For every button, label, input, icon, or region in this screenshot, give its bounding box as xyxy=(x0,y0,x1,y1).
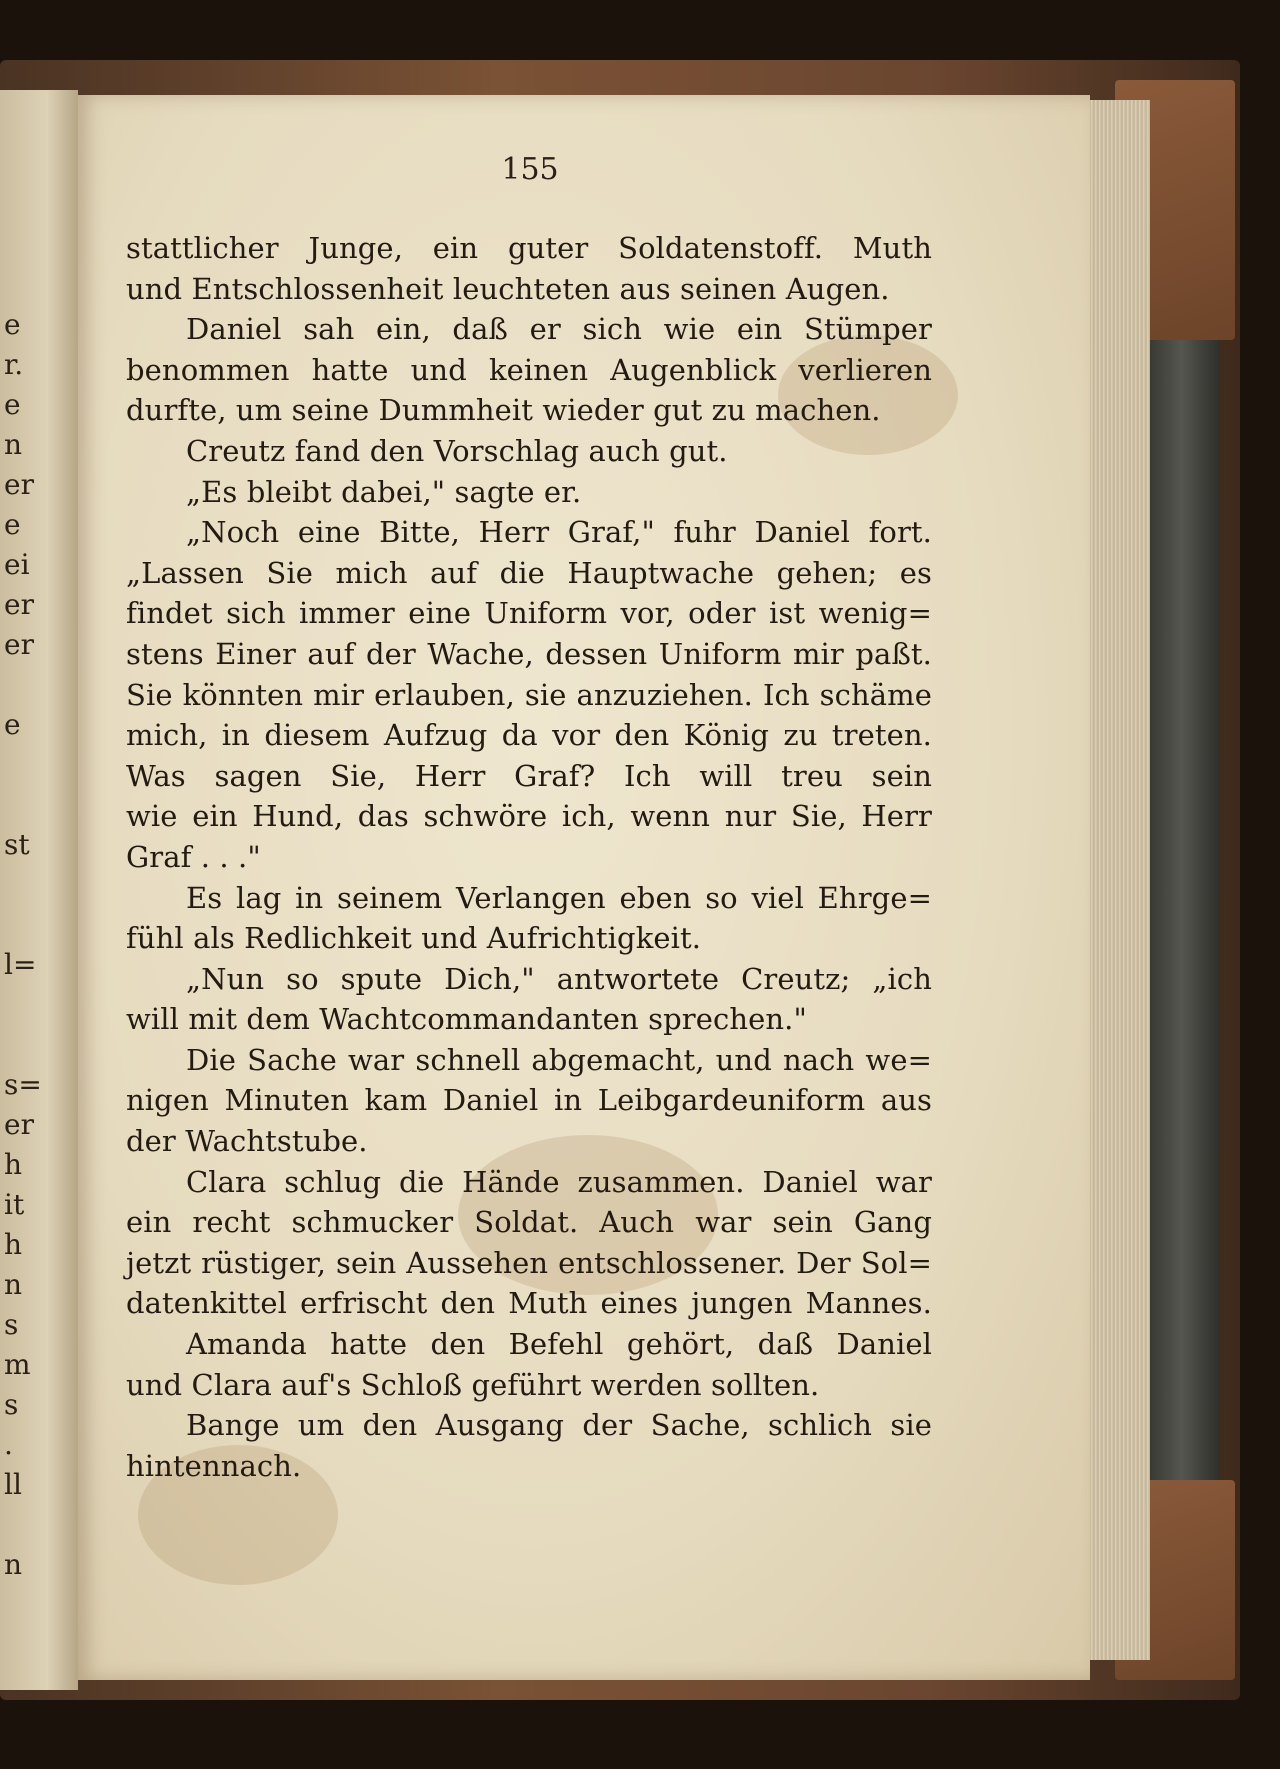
left-page-fragment: ei xyxy=(4,548,30,581)
left-page-fragment: er xyxy=(4,468,34,501)
text-line: hintennach. xyxy=(126,1448,302,1483)
text-line: nigen Minuten kam Daniel in Leibgardeuniform aus xyxy=(126,1083,932,1118)
left-page-fragment: e xyxy=(4,308,21,341)
text-line: findet sich immer eine Uniform vor, oder ist wenig= xyxy=(126,596,932,631)
left-page-fragment: s xyxy=(4,1388,19,1421)
left-page-text-fragments xyxy=(4,305,64,1585)
left-page-fragment: ll xyxy=(4,1468,22,1501)
left-page-fragment xyxy=(4,745,64,785)
text-line: Es lag in seinem Verlangen eben so viel Ehrge= xyxy=(186,880,932,915)
text-line: jetzt rüstiger, sein Aussehen entschlossener. Der Sol= xyxy=(126,1245,932,1280)
text-line: benommen hatte und keinen Augenblick verlieren xyxy=(126,352,932,387)
left-page-fragment xyxy=(4,865,64,905)
left-page-fragment: l= xyxy=(4,948,37,981)
text-line: der Wachtstube. xyxy=(126,1124,368,1159)
left-page-fragment xyxy=(4,785,64,825)
left-page-fragment: e xyxy=(4,708,21,741)
left-page-fragment: s xyxy=(4,1308,19,1341)
left-page-fragment xyxy=(4,905,64,945)
left-page-fragment: er xyxy=(4,1108,34,1141)
left-page-fragment: . xyxy=(4,1428,13,1461)
left-page-fragment: er xyxy=(4,588,34,621)
text-line: Was sagen Sie, Herr Graf? Ich will treu sein xyxy=(126,758,932,793)
page-body-text xyxy=(126,228,932,1486)
text-line: Daniel sah ein, daß er sich wie ein Stümper xyxy=(186,312,932,347)
left-page-fragment: s= xyxy=(4,1068,42,1101)
left-page-fragment: h xyxy=(4,1228,23,1261)
left-page-fragment xyxy=(4,985,64,1025)
text-line: und Clara auf's Schloß geführt werden sollten. xyxy=(126,1367,820,1402)
text-line: Sie könnten mir erlauben, sie anzuziehen. Ich schäme xyxy=(126,677,932,712)
text-line: stattlicher Junge, ein guter Soldatenstoff. Muth xyxy=(126,231,932,265)
text-line: datenkittel erfrischt den Muth eines jungen Mannes. xyxy=(126,1286,932,1321)
text-line: „Es bleibt dabei," sagte er. xyxy=(186,474,582,509)
text-line: wie ein Hund, das schwöre ich, wenn nur Sie, Herr xyxy=(126,799,932,834)
text-line: Amanda hatte den Befehl gehört, daß Daniel xyxy=(186,1327,932,1362)
text-line: mich, in diesem Aufzug da vor den König zu treten. xyxy=(126,718,932,753)
left-page-fragment: r. xyxy=(4,348,24,381)
text-line: Die Sache war schnell abgemacht, und nach we= xyxy=(186,1042,932,1077)
text-line: will mit dem Wachtcommandanten sprechen." xyxy=(126,1002,807,1037)
page-edges xyxy=(1080,100,1150,1660)
text-line: und Entschlossenheit leuchteten aus seinen Augen. xyxy=(126,271,890,306)
left-page-fragment: e xyxy=(4,388,21,421)
left-page-fragment: er xyxy=(4,628,34,661)
left-page-fragment: n xyxy=(4,428,23,461)
left-page-fragment: st xyxy=(4,828,30,861)
text-line: durfte, um seine Dummheit wieder gut zu machen. xyxy=(126,393,881,428)
left-page-edge xyxy=(0,90,78,1690)
text-line: fühl als Redlichkeit und Aufrichtigkeit. xyxy=(126,921,702,956)
text-line: „Lassen Sie mich auf die Hauptwache gehen; es xyxy=(126,555,932,590)
left-page-fragment: h xyxy=(4,1148,23,1181)
left-page-fragment: n xyxy=(4,1548,23,1581)
left-page-fragment: n xyxy=(4,1268,23,1301)
text-line: Bange um den Ausgang der Sache, schlich sie xyxy=(186,1408,932,1443)
text-line: Graf . . ." xyxy=(126,839,261,874)
text-line: stens Einer auf der Wache, dessen Uniform mir paßt. xyxy=(126,636,932,671)
page-number: 155 xyxy=(501,152,559,187)
left-page-fragment: it xyxy=(4,1188,25,1221)
left-page-fragment xyxy=(4,665,64,705)
text-line: Clara schlug die Hände zusammen. Daniel war xyxy=(186,1164,932,1199)
left-page-fragment xyxy=(4,1505,64,1545)
left-page-fragment: e xyxy=(4,508,21,541)
text-line: „Nun so spute Dich," antwortete Creutz; „ich xyxy=(186,961,932,996)
left-page-fragment xyxy=(4,1025,64,1065)
text-line: Creutz fand den Vorschlag auch gut. xyxy=(186,433,728,468)
text-line: „Noch eine Bitte, Herr Graf," fuhr Daniel fort. xyxy=(186,515,932,550)
left-page-fragment: m xyxy=(4,1348,31,1381)
text-line: ein recht schmucker Soldat. Auch war sein Gang xyxy=(126,1205,932,1240)
